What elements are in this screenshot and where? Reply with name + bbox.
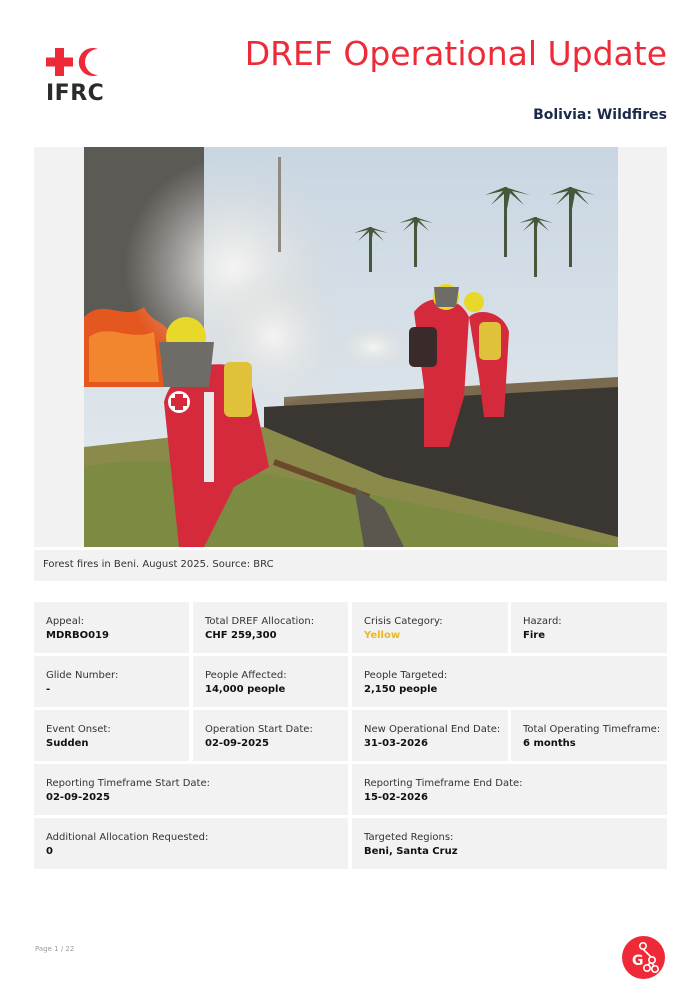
- targeted-regions-cell: [352, 818, 667, 869]
- document-subtitle: Bolivia: Wildfires: [533, 107, 667, 123]
- glide-number-value: -: [46, 684, 51, 695]
- go-network-icon[interactable]: [622, 936, 665, 979]
- people-affected-cell: [193, 656, 348, 707]
- event-onset-label: Event Onset:: [46, 724, 111, 735]
- ifrc-logo: [46, 46, 108, 106]
- reporting-start-label: Reporting Timeframe Start Date:: [46, 778, 210, 789]
- additional-allocation-cell: [34, 818, 348, 869]
- reporting-start-cell: [34, 764, 348, 815]
- additional-allocation-label: Additional Allocation Requested:: [46, 832, 209, 843]
- photo-caption-text: Forest fires in Beni. August 2025. Source: BRC: [43, 559, 274, 570]
- new-end-date-cell: [352, 710, 508, 761]
- wildfire-photo: [84, 147, 618, 547]
- appeal-cell: [34, 602, 189, 653]
- total-timeframe-label: Total Operating Timeframe:: [523, 724, 661, 735]
- glide-number-label: Glide Number:: [46, 670, 119, 681]
- crisis-category-cell: [352, 602, 508, 653]
- targeted-regions-label: Targeted Regions:: [364, 832, 454, 843]
- photo-panel: [34, 147, 667, 547]
- crisis-category-value: Yellow: [364, 630, 401, 641]
- event-onset-cell: [34, 710, 189, 761]
- operation-start-value: 02-09-2025: [205, 738, 269, 749]
- appeal-label: Appeal:: [46, 616, 84, 627]
- people-targeted-label: People Targeted:: [364, 670, 448, 681]
- event-onset-value: Sudden: [46, 738, 89, 749]
- targeted-regions-value: Beni, Santa Cruz: [364, 846, 458, 857]
- reporting-end-label: Reporting Timeframe End Date:: [364, 778, 523, 789]
- go-badge-letter: G: [632, 953, 644, 969]
- reporting-start-value: 02-09-2025: [46, 792, 110, 803]
- total-timeframe-cell: [511, 710, 667, 761]
- crisis-category-label: Crisis Category:: [364, 616, 443, 627]
- hazard-value: Fire: [523, 630, 545, 641]
- operation-start-label: Operation Start Date:: [205, 724, 313, 735]
- photo-caption: [34, 550, 667, 581]
- total-timeframe-value: 6 months: [523, 738, 576, 749]
- people-affected-label: People Affected:: [205, 670, 287, 681]
- reporting-end-value: 15-02-2026: [364, 792, 428, 803]
- wildfire-illustration: [84, 147, 618, 547]
- page-number: Page 1 / 22: [35, 945, 75, 953]
- operation-start-cell: [193, 710, 348, 761]
- red-cross-crescent-icon: [46, 46, 106, 78]
- logo-wordmark: IFRC: [46, 81, 105, 106]
- total-allocation-label: Total DREF Allocation:: [205, 616, 315, 627]
- hazard-label: Hazard:: [523, 616, 562, 627]
- additional-allocation-value: 0: [46, 846, 53, 857]
- total-allocation-value: CHF 259,300: [205, 630, 277, 641]
- new-end-date-value: 31-03-2026: [364, 738, 428, 749]
- hazard-cell: [511, 602, 667, 653]
- go-network-glyph: [622, 936, 665, 979]
- people-targeted-value: 2,150 people: [364, 684, 438, 695]
- people-affected-value: 14,000 people: [205, 684, 286, 695]
- people-targeted-cell: [352, 656, 667, 707]
- glide-number-cell: [34, 656, 189, 707]
- document-title: DREF Operational Update: [244, 34, 667, 73]
- total-allocation-cell: [193, 602, 348, 653]
- appeal-value: MDRBO019: [46, 630, 109, 641]
- reporting-end-cell: [352, 764, 667, 815]
- new-end-date-label: New Operational End Date:: [364, 724, 501, 735]
